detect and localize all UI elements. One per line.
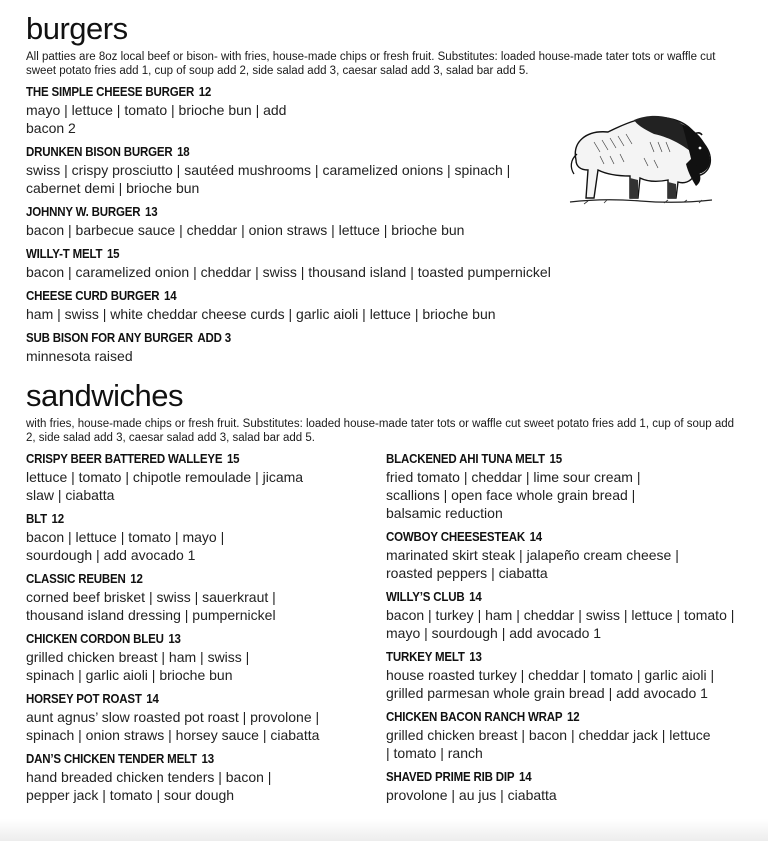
sandwiches-left-column xyxy=(26,451,386,811)
item-price: 12 xyxy=(566,710,580,724)
item-price: 15 xyxy=(226,452,240,466)
sandwiches-right-column xyxy=(386,451,742,811)
item-name: BLT xyxy=(26,512,47,526)
sandwiches-columns xyxy=(26,451,742,811)
menu-item xyxy=(26,451,384,504)
item-description: corned beef brisket | swiss | sauerkraut | thousand island dressing | pumpernickel xyxy=(26,589,276,623)
item-name: TURKEY MELT xyxy=(386,650,465,664)
menu-item xyxy=(26,631,384,684)
item-name: DRUNKEN BISON BURGER xyxy=(26,145,173,159)
menu-item xyxy=(26,144,526,197)
menu-item xyxy=(26,751,384,804)
burgers-heading: burgers xyxy=(26,11,128,46)
menu-item xyxy=(386,769,742,804)
menu-item xyxy=(386,451,742,522)
item-price: 14 xyxy=(146,692,159,706)
item-price: 12 xyxy=(130,572,143,586)
menu-item xyxy=(386,649,742,702)
item-price: 15 xyxy=(106,247,120,261)
menu-item xyxy=(386,529,742,582)
item-name: JOHNNY W. BURGER xyxy=(26,205,141,219)
item-description: minnesota raised xyxy=(26,348,133,364)
item-name: DAN’S CHICKEN TENDER MELT xyxy=(26,752,197,766)
sandwiches-heading: sandwiches xyxy=(26,378,183,413)
item-name: CLASSIC REUBEN xyxy=(26,572,126,586)
menu-page xyxy=(26,10,742,811)
item-name: SHAVED PRIME RIB DIP xyxy=(386,770,515,784)
item-price: 13 xyxy=(201,752,214,766)
menu-item xyxy=(26,691,384,744)
item-description: bacon | barbecue sauce | cheddar | onion straws | lettuce | brioche bun xyxy=(26,222,465,238)
item-price: 13 xyxy=(168,632,181,646)
item-price: 14 xyxy=(518,770,532,784)
item-name: CHICKEN BACON RANCH WRAP xyxy=(386,710,563,724)
item-description: house roasted turkey | cheddar | tomato | garlic aioli | grilled parmesan whole grain bread | add avocado 1 xyxy=(386,667,715,701)
item-price: 12 xyxy=(198,85,212,99)
item-description: hand breaded chicken tenders | bacon | pepper jack | tomato | sour dough xyxy=(26,769,272,803)
item-description: swiss | crispy prosciutto | sautéed mushrooms | caramelized onions | spinach | cabernet demi | brioche bun xyxy=(26,162,511,196)
item-description: bacon | caramelized onion | cheddar | swiss | thousand island | toasted pumpernickel xyxy=(26,264,551,280)
item-description: mayo | lettuce | tomato | brioche bun | add bacon 2 xyxy=(26,102,287,136)
item-name: CHEESE CURD BURGER xyxy=(26,289,160,303)
item-name: HORSEY POT ROAST xyxy=(26,692,142,706)
item-price: 15 xyxy=(549,452,562,466)
item-description: grilled chicken breast | ham | swiss | spinach | garlic aioli | brioche bun xyxy=(26,649,250,683)
menu-item xyxy=(26,511,384,564)
menu-item xyxy=(26,84,316,137)
item-name: CRISPY BEER BATTERED WALLEYE xyxy=(26,452,223,466)
item-description: bacon | lettuce | tomato | mayo | sourdough | add avocado 1 xyxy=(26,529,225,563)
item-price: 13 xyxy=(145,205,158,219)
menu-item xyxy=(26,246,742,281)
item-price: 14 xyxy=(164,289,177,303)
item-price: 13 xyxy=(469,650,482,664)
item-price: 14 xyxy=(529,530,543,544)
item-name: CHICKEN CORDON BLEU xyxy=(26,632,164,646)
item-description: marinated skirt steak | jalapeño cream cheese | roasted peppers | ciabatta xyxy=(386,547,679,581)
item-description: provolone | au jus | ciabatta xyxy=(386,787,557,803)
item-price: 12 xyxy=(51,512,64,526)
menu-item xyxy=(386,589,742,642)
sandwiches-intro: with fries, house-made chips or fresh fruit. Substitutes: loaded house-made tater tots or waffle cut sweet potato fries add 1, cup of soup add 2, side salad add 3, caesar salad add 3, salad bar add 5. xyxy=(26,418,735,444)
bottom-fade xyxy=(0,819,768,841)
bison-icon xyxy=(564,102,716,212)
item-name: BLACKENED AHI TUNA MELT xyxy=(386,452,545,466)
item-name: THE SIMPLE CHEESE BURGER xyxy=(26,85,195,99)
item-price: ADD 3 xyxy=(197,331,232,345)
menu-item xyxy=(26,288,742,323)
burgers-intro: All patties are 8oz local beef or bison- with fries, house-made chips or fresh fruit. Substitutes: loaded house-made tater tots or waffle cut sweet potato fries add 1, cup of soup add 2, side salad add 3, caesar salad add 3, salad bar add 5. xyxy=(26,51,716,77)
menu-item xyxy=(26,330,742,365)
item-description: ham | swiss | white cheddar cheese curds | garlic aioli | lettuce | brioche bun xyxy=(26,306,496,322)
menu-item xyxy=(26,571,384,624)
item-description: grilled chicken breast | bacon | cheddar jack | lettuce | tomato | ranch xyxy=(386,727,711,761)
item-description: lettuce | tomato | chipotle remoulade | jicama slaw | ciabatta xyxy=(26,469,304,503)
item-description: fried tomato | cheddar | lime sour cream | scallions | open face whole grain bread | balsamic reduction xyxy=(386,469,641,521)
item-price: 14 xyxy=(469,590,482,604)
item-name: WILLY’S CLUB xyxy=(386,590,465,604)
item-name: COWBOY CHEESESTEAK xyxy=(386,530,525,544)
menu-item xyxy=(386,709,742,762)
item-description: bacon | turkey | ham | cheddar | swiss | lettuce | tomato | mayo | sourdough | add avocado 1 xyxy=(386,607,735,641)
item-price: 18 xyxy=(177,145,190,159)
item-description: aunt agnus’ slow roasted pot roast | provolone | spinach | onion straws | horsey sauce | ciabatta xyxy=(26,709,320,743)
sandwiches-section xyxy=(26,377,742,811)
item-name: SUB BISON FOR ANY BURGER xyxy=(26,331,193,345)
item-name: WILLY-T MELT xyxy=(26,247,103,261)
